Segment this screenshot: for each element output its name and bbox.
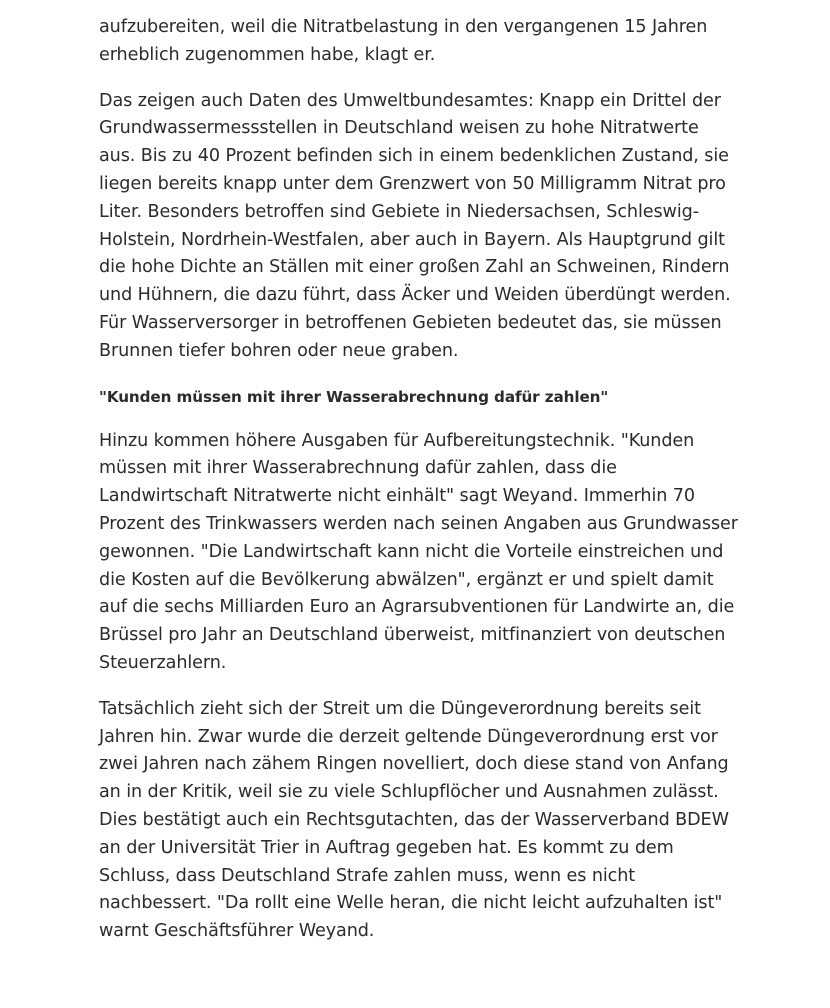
article-body: [99, 14, 739, 964]
article-paragraph: Das zeigen auch Daten des Umweltbundesamtes: Knapp ein Drittel der Grundwassermessstellen in Deutschland weisen zu hohe Nitratwerte aus. Bis zu 40 Prozent befinden sich in einem bedenklichen Zustand, sie liegen bereits knapp unter dem Grenzwert von 50 Milligramm Nitrat pro Liter. Besonders betroffen sind Gebiete in Niedersachsen, Schleswig-Holstein, Nordrhein-Westfalen, aber auch in Bayern. Als Hauptgrund gilt die hohe Dichte an Ställen mit einer großen Zahl an Schweinen, Rindern und Hühnern, die dazu führt, dass Äcker und Weiden überdüngt werden. Für Wasserversorger in betroffenen Gebieten bedeutet das, sie müssen Brunnen tiefer bohren oder neue graben.: [99, 90, 731, 361]
article-paragraph: Tatsächlich zieht sich der Streit um die Düngeverordnung bereits seit Jahren hin. Zwar wurde die derzeit geltende Düngeverordnung erst vor zwei Jahren nach zähem Ringen novelliert, doch diese stand von Anfang an in der Kritik, weil sie zu viele Schlupflöcher und Ausnahmen zulässt. Dies bestätigt auch ein Rechtsgutachten, das der Wasserverband BDEW an der Universität Trier in Auftrag gegeben hat. Es kommt zu dem Schluss, dass Deutschland Strafe zahlen muss, wenn es nicht nachbessert. "Da rollt eine Welle heran, die nicht leicht aufzuhalten ist" warnt Geschäftsführer Weyand.: [99, 698, 729, 942]
article-paragraph: Hinzu kommen höhere Ausgaben für Aufbereitungstechnik. "Kunden müssen mit ihrer Wasserabrechnung dafür zahlen, dass die Landwirtschaft Nitratwerte nicht einhält" sagt Weyand. Immerhin 70 Prozent des Trinkwassers werden nach seinen Angaben aus Grundwasser gewonnen. "Die Landwirtschaft kann nicht die Vorteile einstreichen und die Kosten auf die Bevölkerung abwälzen", ergänzt er und spielt damit auf die sechs Milliarden Euro an Agrarsubventionen für Landwirte an, die Brüssel pro Jahr an Deutschland überweist, mitfinanziert von deutschen Steuerzahlern.: [99, 430, 738, 673]
article-paragraph: aufzubereiten, weil die Nitratbelastung in den vergangenen 15 Jahren erheblich zugenommen habe, klagt er.: [99, 17, 708, 65]
article-subheading: "Kunden müssen mit ihrer Wasserabrechnung dafür zahlen": [99, 387, 609, 406]
